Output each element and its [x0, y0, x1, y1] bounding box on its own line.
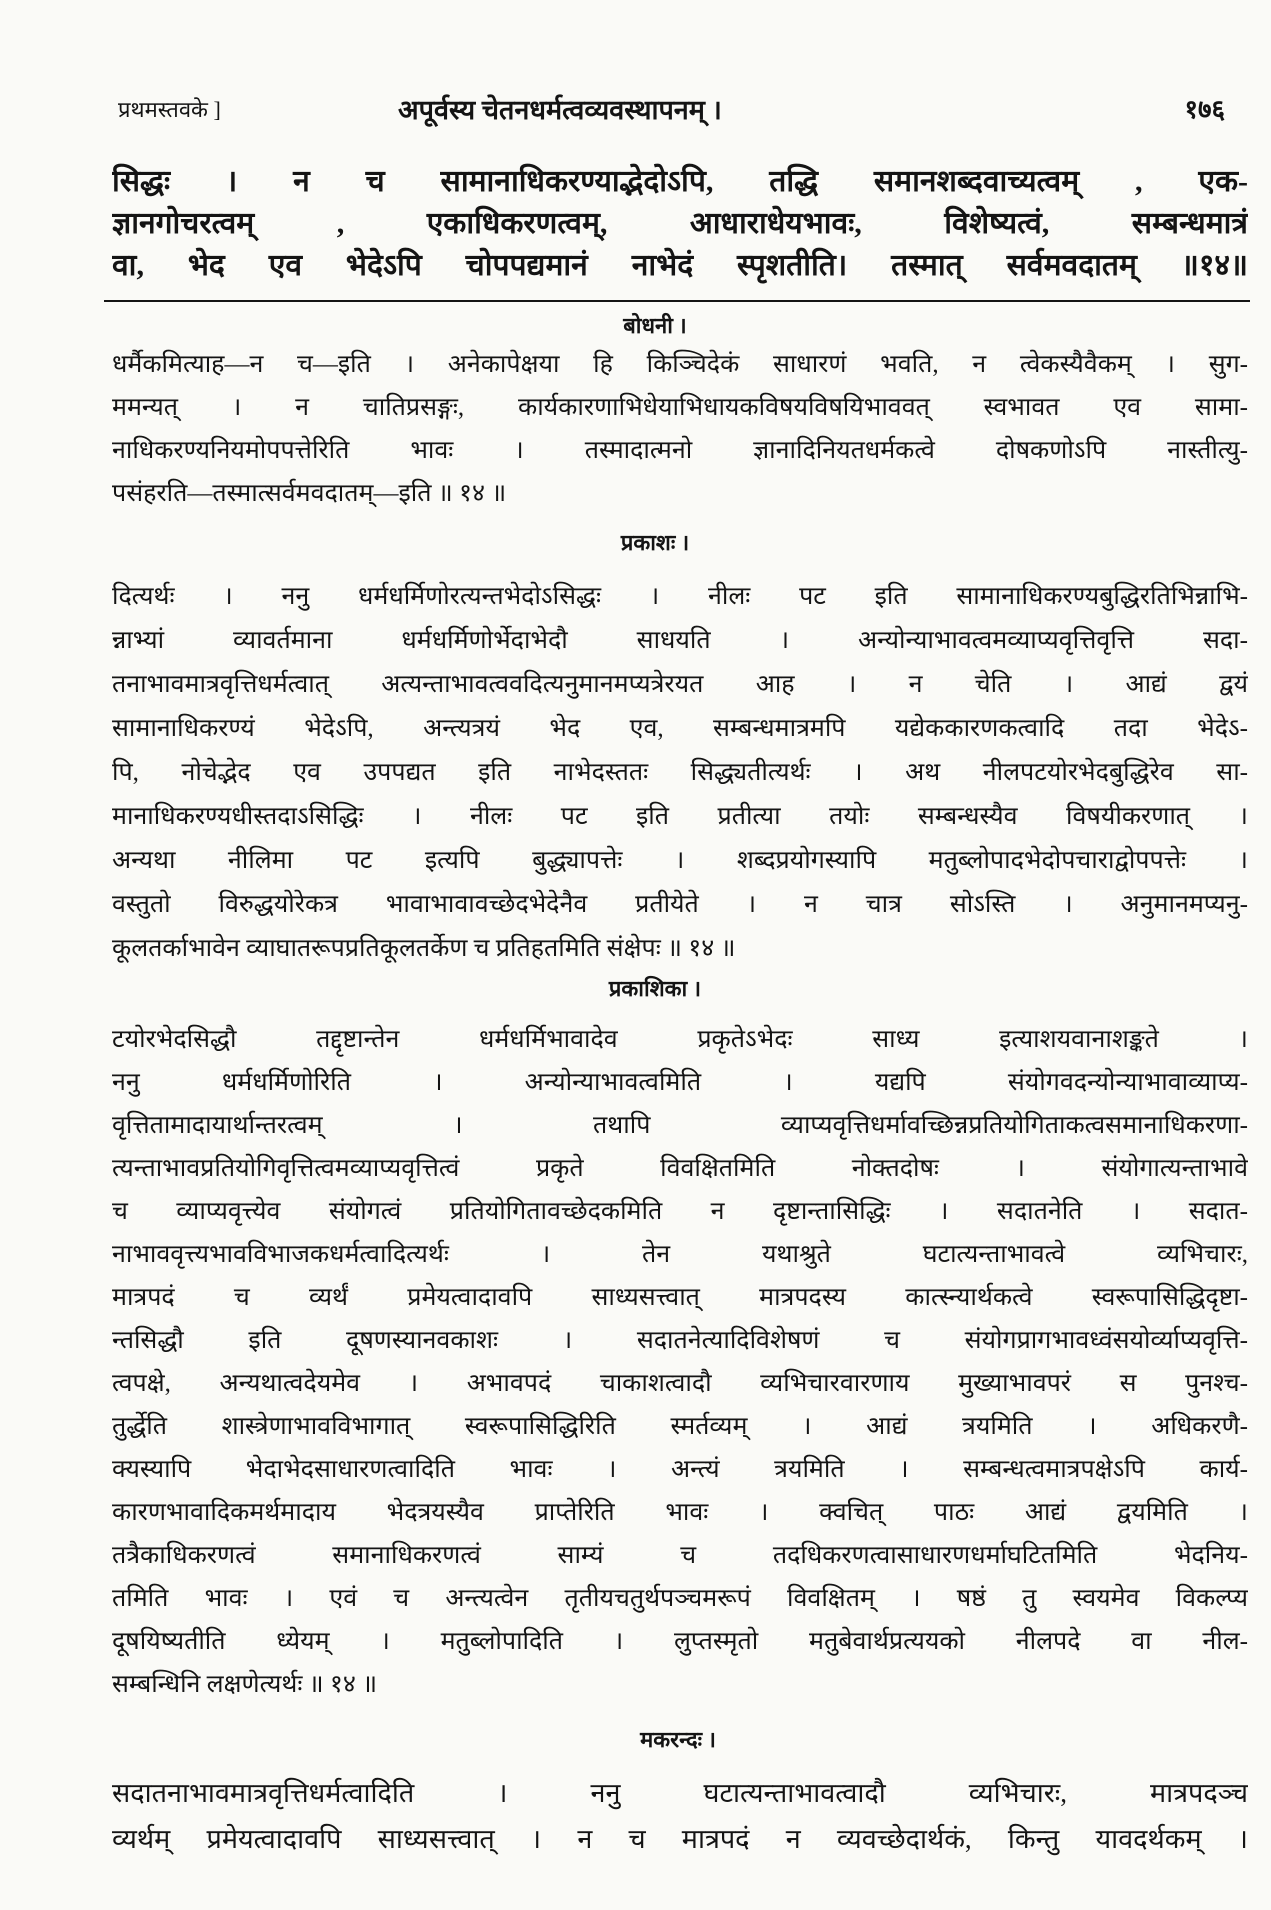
verse-line: वा, भेद एव भेदेऽपि चोपपद्यमानं नाभेदं स्पृशतीति। तस्मात् सर्वमवदातम् ॥१४॥ [112, 249, 1248, 282]
text-line: त्यन्ताभावप्रतियोगिवृत्तित्वमव्याप्यवृत्तित्वं प्रकृते विवक्षितमिति नोक्तदोषः । संयोगात्यन्ताभावे [112, 1155, 1248, 1182]
text-line: च व्याप्यवृत्त्येव संयोगत्वं प्रतियोगितावच्छेदकमिति न दृष्टान्तासिद्धिः । सदातनेति । सदात- [112, 1198, 1248, 1225]
text-line: तमिति भावः । एवं च अन्त्यत्वेन तृतीयचतुर्थपञ्चमरूपं विवक्षितम् । षष्ठं तु स्वयमेव विकल्प्य [112, 1585, 1248, 1612]
text-line: टयोरभेदसिद्धौ तद्दृष्टान्तेन धर्मधर्मिभावादेव प्रकृतेऽभेदः साध्य इत्याशयवानाशङ्कते । [112, 1026, 1248, 1053]
section-heading-prakashika: प्रकाशिका । [608, 976, 702, 1001]
section-heading-makaranda: मकरन्दः । [640, 1727, 716, 1752]
text-line: क्यस्यापि भेदाभेदसाधारणत्वादिति भावः । अन्त्यं त्रयमिति । सम्बन्धत्वमात्रपक्षेऽपि कार्य- [112, 1456, 1248, 1483]
text-line: तनाभावमात्रवृत्तिधर्मत्वात् अत्यन्ताभावत्ववदित्यनुमानमप्यत्रेरयत आह । न चेति । आद्यं द्वयं [112, 671, 1248, 698]
text-line: वृत्तितामादायार्थान्तरत्वम् । तथापि व्याप्यवृत्तिधर्मावच्छिन्नप्रतियोगिताकत्वसमानाधिकरणा- [112, 1112, 1248, 1139]
text-line: तत्रैकाधिकरणत्वं समानाधिकरणत्वं साम्यं च तदधिकरणत्वासाधारणधर्माघटितमिति भेदनिय- [112, 1542, 1248, 1569]
text-line: त्वपक्षे, अन्यथात्वदेयमेव । अभावपदं चाकाशत्वादौ व्यभिचारवारणाय मुख्याभावपरं स पुनश्च- [112, 1370, 1248, 1397]
text-line: ममन्यत् । न चातिप्रसङ्गः, कार्यकारणाभिधेयाभिधायकविषयविषयिभाववत् स्वभावत एव सामा- [112, 394, 1248, 421]
verse-line: सिद्धः । न च सामानाधिकरण्याद्भेदोऽपि, तद्धि समानशब्दवाच्यत्वम् , एक- [112, 165, 1248, 198]
section-heading-prakasha: प्रकाशः । [620, 530, 690, 555]
section-heading-bodhani: बोधनी । [623, 313, 687, 338]
text-line: नाधिकरण्यनियमोपपत्तेरिति भावः । तस्मादात्मनो ज्ञानादिनियतधर्मकत्वे दोषकणोऽपि नास्तीत्यु- [112, 437, 1248, 464]
commentary-prakasha [112, 575, 1248, 971]
text-line: नाभाववृत्त्यभावविभाजकधर्मत्वादित्यर्थः । तेन यथाश्रुते घटात्यन्ताभावत्वे व्यभिचारः, [112, 1241, 1248, 1268]
text-line: सदातनाभावमात्रवृत्तिधर्मत्वादिति । ननु घटात्यन्ताभावत्वादौ व्यभिचारः, मात्रपदञ्च [112, 1778, 1248, 1808]
text-line: सामानाधिकरण्यं भेदेऽपि, अन्त्यत्रयं भेद एव, सम्बन्धमात्रमपि यद्येककारणकत्वादि तदा भेदेऽ- [112, 715, 1248, 742]
commentary-makaranda [112, 1770, 1248, 1862]
commentary-prakashika [112, 1018, 1248, 1706]
text-line: पि, नोचेद्भेद एव उपपद्यत इति नाभेदस्ततः सिद्ध्यतीत्यर्थः । अथ नीलपटयोरभेदबुद्धिरेव सा- [112, 759, 1248, 786]
running-title: अपूर्वस्य चेतनधर्मत्वव्यवस्थापनम् । [398, 95, 722, 125]
page-number: १७६ [1184, 95, 1225, 124]
mula-verse [112, 161, 1248, 287]
text-line: सम्बन्धिनि लक्षणेत्यर्थः ॥ १४ ॥ [112, 1671, 378, 1698]
text-line: वस्तुतो विरुद्धयोरेकत्र भावाभावावच्छेदभेदेनैव प्रतीयेते । न चात्र सोऽस्ति । अनुमानमप्यनु- [112, 891, 1248, 918]
text-line: ननु धर्मधर्मिणोरिति । अन्योन्याभावत्वमिति । यद्यपि संयोगवदन्योन्याभावाव्याप्य- [112, 1069, 1248, 1096]
text-line: तुर्द्धेति शास्त्रेणाभावविभागात् स्वरूपासिद्धिरिति स्मर्तव्यम् । आद्यं त्रयमिति । अधिकरणै- [112, 1413, 1248, 1440]
text-line: मानाधिकरण्यधीस्तदाऽसिद्धिः । नीलः पट इति प्रतीत्या तयोः सम्बन्धस्यैव विषयीकरणात् । [112, 803, 1248, 830]
section-label: प्रथमस्तवके ] [118, 97, 221, 122]
text-line: अन्यथा नीलिमा पट इत्यपि बुद्ध्यापत्तेः । शब्दप्रयोगस्यापि मतुब्लोपादभेदोपचाराद्वोपपत्तेः । [112, 847, 1248, 874]
verse-line: ज्ञानगोचरत्वम् , एकाधिकरणत्वम्, आधाराधेयभावः, विशेष्यत्वं, सम्बन्धमात्रं [112, 207, 1248, 240]
divider-rule [104, 300, 1250, 302]
text-line: दूषयिष्यतीति ध्येयम् । मतुब्लोपादिति । लुप्तस्मृतो मतुबेवार्थप्रत्ययको नीलपदे वा नील- [112, 1628, 1248, 1655]
text-line: मात्रपदं च व्यर्थं प्रमेयत्वादावपि साध्यसत्त्वात् मात्रपदस्य कात्स्न्यार्थकत्वे स्वरूपासिद्धिदृष्टा- [112, 1284, 1248, 1311]
text-line: न्नाभ्यां व्यावर्तमाना धर्मधर्मिणोर्भेदाभेदौ साधयति । अन्योन्याभावत्वमव्याप्यवृत्तिवृत्ति सदा- [112, 627, 1248, 654]
running-header [0, 88, 1271, 132]
text-line: न्तसिद्धौ इति दूषणस्यानवकाशः । सदातनेत्यादिविशेषणं च संयोगप्रागभावध्वंसयोर्व्याप्यवृत्ति- [112, 1327, 1248, 1354]
text-line: कूलतर्काभावेन व्याघातरूपप्रतिकूलतर्केण च प्रतिहतमिति संक्षेपः ॥ १४ ॥ [112, 935, 736, 962]
text-line: दित्यर्थः । ननु धर्मधर्मिणोरत्यन्तभेदोऽसिद्धः । नीलः पट इति सामानाधिकरण्यबुद्धिरतिभिन्नाभि- [112, 583, 1248, 610]
text-line: कारणभावादिकमर्थमादाय भेदत्रयस्यैव प्राप्तेरिति भावः । क्वचित् पाठः आद्यं द्वयमिति । [112, 1499, 1248, 1526]
text-line: धर्मैकमित्याह—न च—इति । अनेकापेक्षया हि किञ्चिदेकं साधारणं भवति, न त्वेकस्यैवैकम् । सुग- [112, 351, 1248, 378]
commentary-bodhani [112, 343, 1248, 515]
text-line: व्यर्थम् प्रमेयत्वादावपि साध्यसत्त्वात् । न च मात्रपदं न व्यवच्छेदार्थकं, किन्तु यावदर्थकम् । [112, 1824, 1248, 1854]
text-line: पसंहरति—तस्मात्सर्वमवदातम्—इति ॥ १४ ॥ [112, 480, 507, 507]
